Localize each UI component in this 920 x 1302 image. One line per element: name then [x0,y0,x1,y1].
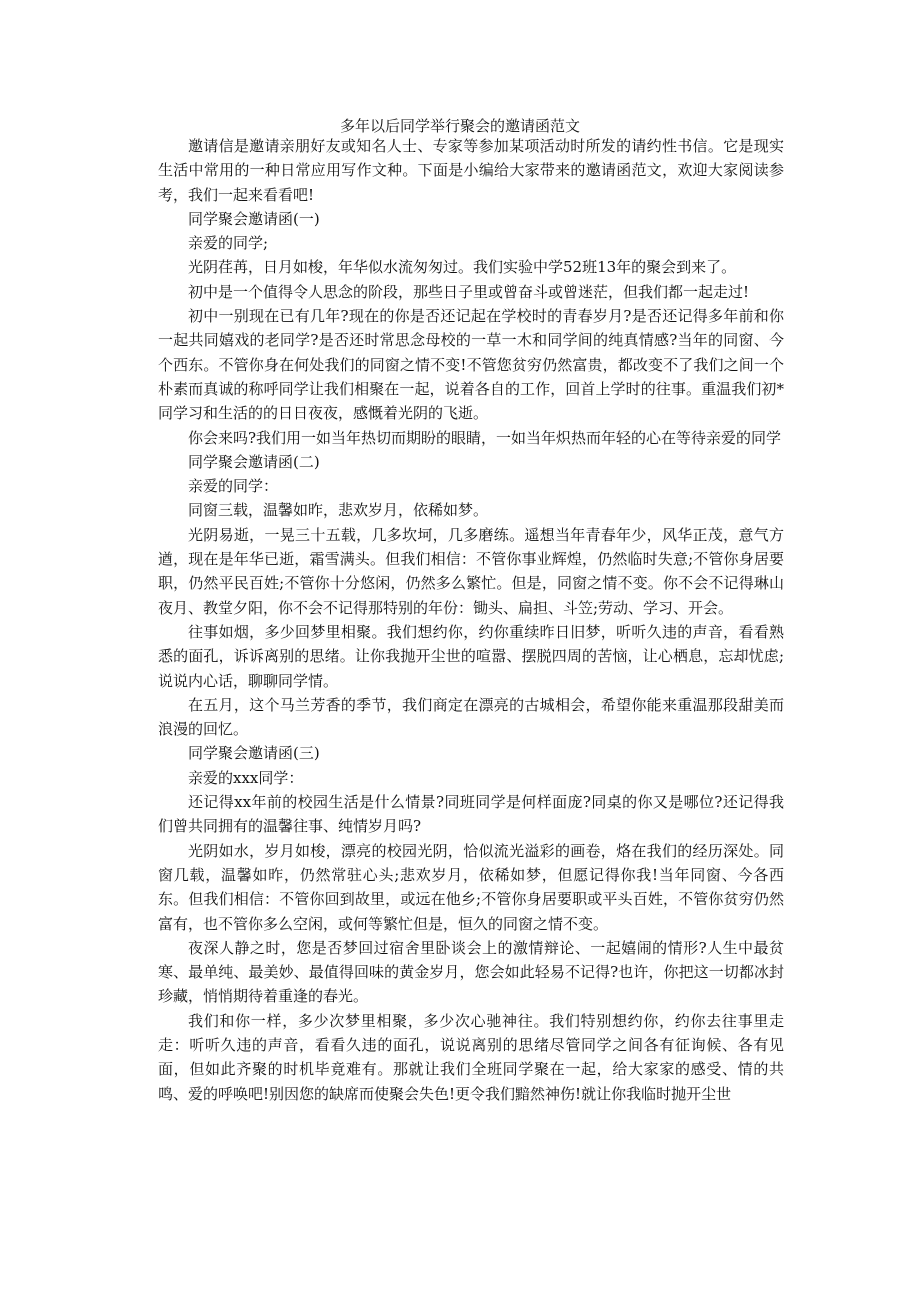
section-heading-1: 同学聚会邀请函(一) [188,209,320,228]
section-heading-3: 同学聚会邀请函(三) [188,744,320,763]
body-paragraph: 我们和你一样，多少次梦里相聚，多少次心驰神往。我们特别想约你，约你去往事里走走：听听久违的声音，看看久违的面孔，说说离别的思绪尽管同学之间各有征询候、各有见面，但如此齐聚的时机毕竟难有。那就让我们全班同学聚在一起，给大家家的感受、情的共鸣、爱的呼唤吧!别因您的缺席而使聚会失色!更令我们黯然神伤!就让你我临时抛开尘世 [158,1011,784,1103]
body-paragraph: 你会来吗?我们用一如当年热切而期盼的眼睛，一如当年炽热而年轻的心在等待亲爱的同学 [188,428,782,447]
body-paragraph: 往事如烟，多少回梦里相聚。我们想约你，约你重续昨日旧梦，听听久违的声音，看看熟悉的面孔，诉诉离别的思绪。让你我抛开尘世的喧嚣、摆脱四周的苦恼，让心栖息，忘却忧虑;说说内心话，聊聊同学情。 [158,622,784,690]
body-paragraph: 初中是一个值得令人思念的阶段，那些日子里或曾奋斗或曾迷茫，但我们都一起走过! [188,282,750,301]
body-paragraph: 光阴易逝，一晃三十五载，几多坎坷，几多磨练。遥想当年青春年少，风华正茂，意气方遒，现在是年华已逝，霜雪满头。但我们相信：不管你事业辉煌，仍然临时失意;不管你身居要职，仍然平民百姓;不管你十分悠闲，仍然多么繁忙。但是，同窗之情不变。你不会不记得琳山夜月、教堂夕阳，你不会不记得那特别的年份：锄头、扁担、斗笠;劳动、学习、开会。 [158,525,784,617]
body-paragraph: 光阴如水，岁月如梭，漂亮的校园光阴，恰似流光溢彩的画卷，烙在我们的经历深处。同窗几载，温馨如昨，仍然常驻心头;悲欢岁月，依稀如梦，但愿记得你我!当年同窗、今各西东。但我们相信：不管你回到故里，或远在他乡;不管你身居要职或平头百姓，不管你贫穷仍然富有，也不管你多么空闲，或何等繁忙但是，恒久的同窗之情不变。 [158,841,784,933]
body-paragraph: 还记得xx年前的校园生活是什么情景?同班同学是何样面庞?同桌的你又是哪位?还记得我们曾共同拥有的温馨往事、纯情岁月吗? [158,793,784,836]
salutation-2: 亲爱的同学： [188,477,279,496]
document-body [158,134,784,1106]
page-title: 多年以后同学举行聚会的邀请函范文 [339,117,580,135]
body-paragraph: 光阴荏苒，日月如梭，年华似水流匆匆过。我们实验中学52班13年的聚会到来了。 [188,258,737,277]
section-heading-2: 同学聚会邀请函(二) [188,452,320,471]
body-paragraph: 同窗三载，温馨如昨，悲欢岁月，依稀如梦。 [188,501,489,520]
body-paragraph: 在五月，这个马兰芳香的季节，我们商定在漂亮的古城相会，希望你能来重温那段甜美而浪漫的回忆。 [158,695,784,739]
body-paragraph: 夜深人静之时，您是否梦回过宿舍里卧谈会上的激情辩论、一起嬉闹的情形?人生中最贫寒、最单纯、最美妙、最值得回味的黄金岁月，您会如此轻易不记得?也许，你把这一切都冰封珍藏，悄悄期待着重逢的春光。 [158,938,784,1006]
body-paragraph: 初中一别现在已有几年?现在的你是否还记起在学校时的青春岁月?是否还记得多年前和你一起共同嬉戏的老同学?是否还时常思念母校的一草一木和同学间的纯真情感?当年的同窗、今个西东。不管你身在何处我们的同窗之情不变!不管您贫穷仍然富贵，都改变不了我们之间一个朴素而真诚的称呼同学让我们相聚在一起，说着各自的工作，回首上学时的往事。重温我们初*同学习和生活的的日日夜夜，感慨着光阴的飞逝。 [158,307,784,423]
intro-paragraph: 邀请信是邀请亲朋好友或知名人士、专家等参加某项活动时所发的请约性书信。它是现实生活中常用的一种日常应用写作文种。下面是小编给大家带来的邀请函范文，欢迎大家阅读参考，我们一起来看看吧! [158,137,784,204]
salutation-3: 亲爱的xxx同学： [188,768,304,787]
salutation-1: 亲爱的同学; [188,234,269,253]
